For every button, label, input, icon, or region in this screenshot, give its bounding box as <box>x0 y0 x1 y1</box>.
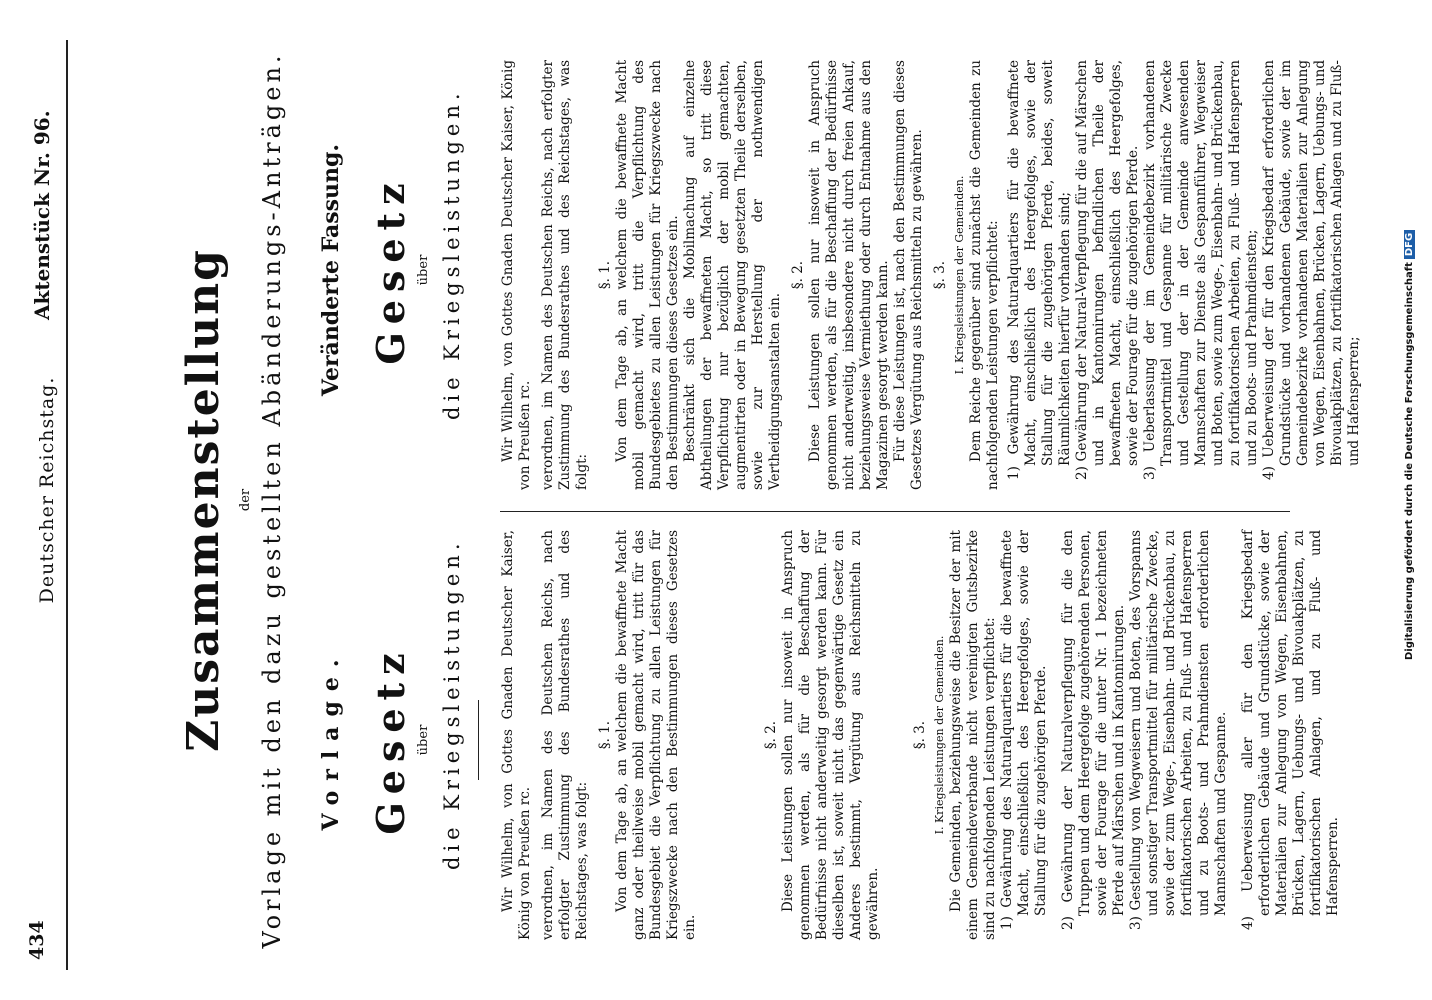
right-s3-intro: Dem Reiche gegenüber sind zunächst die Gemeinden zu nachfolgenden Leistungen verpflichtet: <box>968 60 1001 490</box>
right-s1-text-b: Beschränkt sich die Mobilmachung auf einzelne Abtheilungen der bewaffneten Macht, so tritt diese Verpflichtung nur bezüglich der mobil gemachten, augmentirten oder in Bewegung gesetzten Theile derselben, sowie zur Herstellung der nothwendigen Vertheidigungsanstalten ein. <box>682 60 783 490</box>
right-s1-text-a: Von dem Tage ab, an welchem die bewaffnete Macht mobil gemacht wird, tritt die Verpflichtung des Bundesgebietes zu allen Leistungen für Kriegszwecke nach den Bestimmungen dieses Gesetzes ein. <box>614 60 681 490</box>
right-s3-label: §. 3. <box>932 260 948 290</box>
column-divider <box>500 511 1290 512</box>
right-law-title: Gesetz <box>368 175 413 365</box>
left-item-1: 1) Gewährung des Naturalquartiers für die bewaffnete Macht, einschließlich des Heergefolges, sowie der Stallung für die zugehörigen Pferde. <box>999 530 1049 930</box>
right-column <box>500 60 1363 490</box>
left-law-subject: die Kriegsleistungen. <box>440 538 464 870</box>
left-s2-text: Diese Leistungen sollen nur insoweit in Anspruch genommen werden, als für die Beschaffung der Bedürfnisse nicht anderweitig gesorgt werden kann. Für dieselben ist, soweit nicht das gegenwärtige Gesetz ein Anderes bestimmt, Vergütung aus Reichsmitteln zu gewähren. <box>780 530 881 940</box>
left-s2-label: §. 2. <box>763 720 779 750</box>
left-heading: Vorlage. <box>318 649 344 831</box>
left-preamble-1: Wir Wilhelm, von Gottes Gnaden Deutscher Kaiser, König von Preußen rc. <box>500 530 533 940</box>
left-preamble-2: verordnen, im Namen des Deutschen Reichs, nach erfolgter Zustimmung des Bundesrathes und des Reichstages, was folgt: <box>540 530 590 940</box>
right-item-2: 2) Gewährung der Natural-Verpflegung für die auf Märschen und in Kantonnirungen befindlichen Theile der bewaffneten Macht, einschließlich des Heergefolges, sowie der Fourage für die zugehörigen Pferde. <box>1074 60 1141 480</box>
title-der: der <box>238 488 253 512</box>
left-s1-text: Von dem Tage ab, an welchem die bewaffnete Macht ganz oder theilweise mobil gemacht wird, tritt für das Bundesgebiet die Verpflichtung zu allen Leistungen für Kriegszwecke nach den Bestimmungen dieses Gesetzes ein. <box>614 530 698 940</box>
header-rule <box>66 40 68 970</box>
right-item-3: 3) Ueberlassung der im Gemeindebezirk vorhandenen Transportmittel und Gespanne für militärische Zwecke und Gestellung der in der Gemeinde anwesenden Mannschaften zur Dienste als Gespannführer, Wegweiser und Boten, sowie zum Wege-, Eisenbahn- und Brückenbau, zu fortifikatorischen Arbeiten, zu Fluß- und Hafensperren und zu Boots- und Prahmdiensten; <box>1142 60 1260 480</box>
right-ueber: über <box>416 254 431 286</box>
left-s3-subheading: I. Kriegsleistungen der Gemeinden. <box>933 635 946 835</box>
page-number: 434 <box>26 920 48 960</box>
right-s1-label: §. 1. <box>597 260 613 290</box>
title-subtitle: Vorlage mit den dazu gestellten Abänderungs-Anträgen. <box>258 51 286 949</box>
left-s3-label: §. 3. <box>912 720 928 750</box>
left-s1-label: §. 1. <box>597 720 613 750</box>
main-title: Zusammenstellung <box>178 248 229 752</box>
left-item-2: 2) Gewährung der Naturalverpflegung für die den Truppen und dem Heergefolge zugehörenden Personen, sowie der Fourage für die unter Nr. 1 bezeichneten Pferde auf Märschen und in Kantonnirungen. <box>1060 530 1127 930</box>
left-title-rule <box>478 700 479 780</box>
left-item-3: 3) Gestellung von Wegweisern und Boten, des Vorspanns und sonstiger Transportmittel für militärische Zwecke, sowie der zum Wege-, Eisenbahn- und Brückenbau, zu fortifikatorischen Arbeiten, zu Fluß- und Hafensperren und zu Boots- und Prahmdiensten erforderlichen Mannschaften und Gespanne. <box>1128 530 1229 930</box>
right-s3-subheading: I. Kriegsleistungen der Gemeinden. <box>953 175 966 375</box>
right-item-4: 4) Ueberweisung der für den Kriegsbedarf erforderlichen Grundstücke und vorhandenen Gebäude, sowie der im Gemeindebezirke vorhandenen Materialien zur Anlegung von Wegen, Eisenbahnen, Brücken, Lagern, Uebungs- und Bivouakplätzen, zu fortifikatorischen Anlagen und zu Fluß- und Hafensperren; <box>1261 60 1362 480</box>
right-s2-text-b: Für diese Leistungen ist, nach den Bestimmungen dieses Gesetzes Vergütung aus Reichsmitteln zu gewähren. <box>892 60 925 490</box>
left-law-title: Gesetz <box>368 645 413 835</box>
right-s2-text-a: Diese Leistungen sollen nur insoweit in Anspruch genommen werden, als für die Beschaffung der Bedürfnisse nicht anderweitig, insbesondere nicht durch freien Ankauf, beziehungsweise Vermiethung oder durch Entnahme aus den Magazinen gesorgt werden kann. <box>807 60 891 490</box>
left-ueber: über <box>416 724 431 756</box>
running-head-publication: Deutscher Reichstag. <box>36 376 58 604</box>
dfg-logo: DFG <box>1404 230 1415 259</box>
right-heading: Veränderte Fassung. <box>318 143 344 397</box>
right-item-1: 1) Gewährung des Naturalquartiers für die bewaffnete Macht, einschließlich des Heergefolges, sowie der Stallung für die zugehörigen Pferde, beides, soweit Räumlichkeiten hierfür vorhanden sind; <box>1006 60 1073 480</box>
digitization-note-text: Digitalisierung gefördert durch die Deutsche Forschungsgemeinschaft <box>1404 262 1415 660</box>
running-head-document-no: Aktenstück Nr. 96. <box>30 110 54 320</box>
right-preamble-2: verordnen, im Namen des Deutschen Reichs, nach erfolgter Zustimmung des Bundesrathes und des Reichstages, was folgt: <box>540 60 590 490</box>
left-s3-intro: Die Gemeinden, beziehungsweise die Besitzer der mit einem Gemeindeverbande nicht vereinigten Gutsbezirke sind zu nachfolgenden Leistungen verpflichtet: <box>948 530 998 940</box>
left-column <box>500 530 1342 940</box>
right-law-subject: die Kriegsleistungen. <box>440 88 464 420</box>
right-s2-label: §. 2. <box>790 260 806 290</box>
right-preamble-1: Wir Wilhelm, von Gottes Gnaden Deutscher Kaiser, König von Preußen rc. <box>500 60 533 490</box>
digitization-note <box>1404 230 1415 660</box>
left-item-4: 4) Ueberweisung aller für den Kriegsbedarf erforderlichen Gebäude und Grundstücke, sowie der Materialien zur Anlegung von Wegen, Eisenbahnen, Brücken, Lagern, Uebungs- und Bivouakplätzen, zu fortifikatorischen Anlagen, und zu Fluß- und Hafensperren. <box>1240 530 1341 930</box>
